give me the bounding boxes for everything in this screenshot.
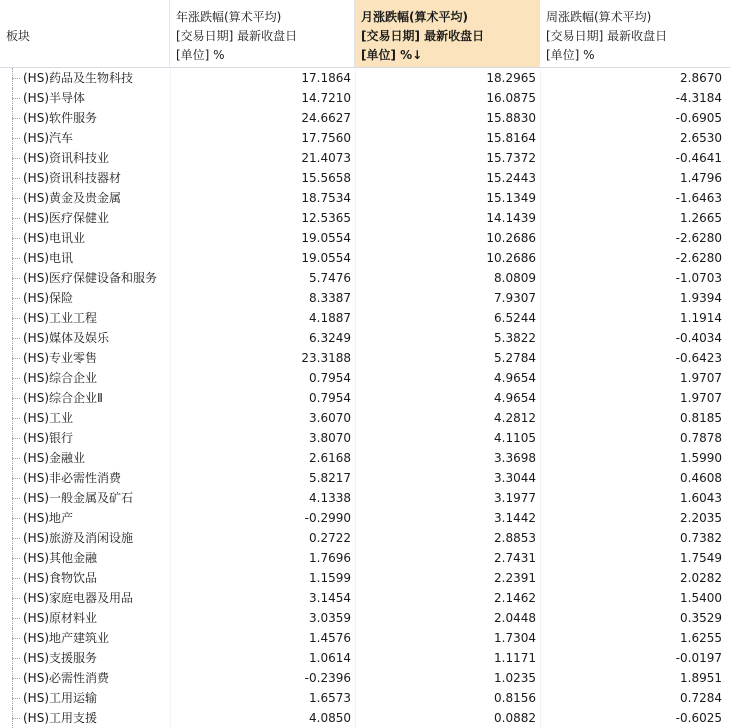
year-change-cell: 0.2722 xyxy=(309,531,351,545)
tree-branch-icon xyxy=(12,158,20,159)
column-header-sector[interactable] xyxy=(0,0,170,67)
column-header-month-unit-text: [单位] % xyxy=(361,48,413,62)
week-change-cell: 2.6530 xyxy=(680,131,722,145)
month-change-cell: 14.1439 xyxy=(486,211,536,225)
year-change-cell: 6.3249 xyxy=(309,331,351,345)
sector-name: (HS)综合企业Ⅱ xyxy=(23,391,103,405)
table-row[interactable] xyxy=(0,628,730,648)
sector-name: (HS)电讯业 xyxy=(23,231,86,245)
month-change-cell: 15.8830 xyxy=(486,111,536,125)
month-change-cell: 2.0448 xyxy=(494,611,536,625)
sector-cell xyxy=(0,348,170,368)
table-row[interactable] xyxy=(0,268,730,288)
sector-name: (HS)医疗保健业 xyxy=(23,211,110,225)
week-change-cell: -1.0703 xyxy=(675,271,722,285)
tree-branch-icon xyxy=(12,258,20,259)
month-change-cell: 3.3698 xyxy=(494,451,536,465)
month-change-cell: 5.2784 xyxy=(494,351,536,365)
year-change-cell: 1.6573 xyxy=(309,691,351,705)
year-change-cell: 17.1864 xyxy=(301,71,351,85)
month-change-cell: 15.7372 xyxy=(486,151,536,165)
column-header-month-title: 月涨跌幅(算术平均) xyxy=(361,10,468,24)
table-row[interactable] xyxy=(0,228,730,248)
week-change-cell: -0.6905 xyxy=(675,111,722,125)
year-change-cell: 1.7696 xyxy=(309,551,351,565)
year-change-cell: 3.6070 xyxy=(309,411,351,425)
sector-name: (HS)电讯 xyxy=(23,251,74,265)
year-change-cell: 3.0359 xyxy=(309,611,351,625)
sector-cell xyxy=(0,248,170,268)
month-change-cell: 0.8156 xyxy=(494,691,536,705)
tree-branch-icon xyxy=(12,118,20,119)
table-row[interactable] xyxy=(0,128,730,148)
tree-branch-icon xyxy=(12,338,20,339)
sector-cell xyxy=(0,608,170,628)
month-change-cell: 2.2391 xyxy=(494,571,536,585)
column-header-month-date: [交易日期] 最新收盘日 xyxy=(361,29,485,43)
table-row[interactable] xyxy=(0,568,730,588)
month-change-cell: 7.9307 xyxy=(494,291,536,305)
tree-branch-icon xyxy=(12,618,20,619)
sector-cell xyxy=(0,648,170,668)
month-change-cell: 1.7304 xyxy=(494,631,536,645)
month-change-cell: 2.8853 xyxy=(494,531,536,545)
sector-cell xyxy=(0,528,170,548)
sector-cell xyxy=(0,448,170,468)
column-header-year-title: 年涨跌幅(算术平均) xyxy=(176,10,282,24)
table-row[interactable] xyxy=(0,508,730,528)
table-row[interactable] xyxy=(0,288,730,308)
table-row[interactable] xyxy=(0,588,730,608)
week-change-cell: 1.2665 xyxy=(680,211,722,225)
year-change-cell: 1.1599 xyxy=(309,571,351,585)
tree-branch-icon xyxy=(12,298,20,299)
tree-branch-icon xyxy=(12,538,20,539)
week-change-cell: 0.7284 xyxy=(680,691,722,705)
year-change-cell: 19.0554 xyxy=(301,251,351,265)
year-change-cell: 3.8070 xyxy=(309,431,351,445)
year-change-cell: -0.2990 xyxy=(304,511,351,525)
sector-cell xyxy=(0,88,170,108)
sector-name: (HS)旅游及消闲设施 xyxy=(23,531,134,545)
month-change-cell: 1.0235 xyxy=(494,671,536,685)
sector-cell xyxy=(0,588,170,608)
week-change-cell: 2.0282 xyxy=(680,571,722,585)
table-row[interactable] xyxy=(0,408,730,428)
month-change-cell: 2.7431 xyxy=(494,551,536,565)
week-change-cell: 1.9394 xyxy=(680,291,722,305)
tree-branch-icon xyxy=(12,278,20,279)
sector-name: (HS)必需性消费 xyxy=(23,671,110,685)
week-change-cell: 0.4608 xyxy=(680,471,722,485)
week-change-cell: -0.6025 xyxy=(675,711,722,725)
table-row[interactable] xyxy=(0,88,730,108)
month-change-cell: 4.9654 xyxy=(494,391,536,405)
year-change-cell: 5.8217 xyxy=(309,471,351,485)
week-change-cell: -1.6463 xyxy=(675,191,722,205)
table-row[interactable] xyxy=(0,448,730,468)
table-row[interactable] xyxy=(0,708,730,728)
sector-cell xyxy=(0,68,170,88)
year-change-cell: 24.6627 xyxy=(301,111,351,125)
sector-name: (HS)资讯科技器材 xyxy=(23,171,122,185)
sector-cell xyxy=(0,628,170,648)
sector-name: (HS)非必需性消费 xyxy=(23,471,122,485)
table-row[interactable] xyxy=(0,188,730,208)
sector-name: (HS)其他金融 xyxy=(23,551,98,565)
column-header-year-change[interactable] xyxy=(170,0,355,67)
month-change-cell: 10.2686 xyxy=(486,231,536,245)
tree-branch-icon xyxy=(12,558,20,559)
tree-branch-icon xyxy=(12,98,20,99)
week-change-cell: -0.6423 xyxy=(675,351,722,365)
week-change-cell: 1.1914 xyxy=(680,311,722,325)
year-change-cell: 14.7210 xyxy=(301,91,351,105)
sector-cell xyxy=(0,508,170,528)
year-change-cell: 21.4073 xyxy=(301,151,351,165)
table-row[interactable] xyxy=(0,68,730,88)
sector-cell xyxy=(0,668,170,688)
sector-name: (HS)工用运输 xyxy=(23,691,98,705)
week-change-cell: 1.8951 xyxy=(680,671,722,685)
week-change-cell: -4.3184 xyxy=(675,91,722,105)
tree-branch-icon xyxy=(12,318,20,319)
sector-cell xyxy=(0,228,170,248)
table-row[interactable] xyxy=(0,108,730,128)
tree-branch-icon xyxy=(12,478,20,479)
year-change-cell: 23.3188 xyxy=(301,351,351,365)
sector-name: (HS)工用支援 xyxy=(23,711,98,725)
sector-cell xyxy=(0,568,170,588)
month-change-cell: 6.5244 xyxy=(494,311,536,325)
year-change-cell: 12.5365 xyxy=(301,211,351,225)
tree-branch-icon xyxy=(12,178,20,179)
sector-name: (HS)金融业 xyxy=(23,451,86,465)
week-change-cell: -2.6280 xyxy=(675,251,722,265)
week-change-cell: 2.2035 xyxy=(680,511,722,525)
month-change-cell: 4.9654 xyxy=(494,371,536,385)
year-change-cell: 1.0614 xyxy=(309,651,351,665)
sector-name: (HS)黄金及贵金属 xyxy=(23,191,122,205)
month-change-cell: 5.3822 xyxy=(494,331,536,345)
week-change-cell: 1.5990 xyxy=(680,451,722,465)
sector-cell xyxy=(0,208,170,228)
tree-branch-icon xyxy=(12,518,20,519)
sector-name: (HS)保险 xyxy=(23,291,74,305)
column-header-year-unit: [单位] % xyxy=(176,48,225,62)
tree-branch-icon xyxy=(12,698,20,699)
month-change-cell: 3.1442 xyxy=(494,511,536,525)
sector-name: (HS)资讯科技业 xyxy=(23,151,110,165)
tree-branch-icon xyxy=(12,718,20,719)
table-row[interactable] xyxy=(0,168,730,188)
sector-cell xyxy=(0,268,170,288)
tree-branch-icon xyxy=(12,218,20,219)
sector-cell xyxy=(0,288,170,308)
year-change-cell: 3.1454 xyxy=(309,591,351,605)
month-change-cell: 18.2965 xyxy=(486,71,536,85)
week-change-cell: 0.7382 xyxy=(680,531,722,545)
week-change-cell: 0.7878 xyxy=(680,431,722,445)
grid-header xyxy=(0,0,730,68)
sector-name: (HS)工业工程 xyxy=(23,311,98,325)
year-change-cell: 17.7560 xyxy=(301,131,351,145)
sector-name: (HS)原材料业 xyxy=(23,611,98,625)
tree-branch-icon xyxy=(12,398,20,399)
tree-branch-icon xyxy=(12,138,20,139)
sector-cell xyxy=(0,128,170,148)
tree-branch-icon xyxy=(12,678,20,679)
year-change-cell: 15.5658 xyxy=(301,171,351,185)
week-change-cell: 1.6043 xyxy=(680,491,722,505)
month-change-cell: 4.2812 xyxy=(494,411,536,425)
year-change-cell: 2.6168 xyxy=(309,451,351,465)
month-change-cell: 10.2686 xyxy=(486,251,536,265)
sector-name: (HS)医疗保健设备和服务 xyxy=(23,271,158,285)
column-header-week-title: 周涨跌幅(算术平均) xyxy=(546,10,652,24)
tree-branch-icon xyxy=(12,658,20,659)
week-change-cell: 2.8670 xyxy=(680,71,722,85)
table-row[interactable] xyxy=(0,368,730,388)
sector-name: (HS)汽车 xyxy=(23,131,74,145)
year-change-cell: 4.1887 xyxy=(309,311,351,325)
tree-branch-icon xyxy=(12,198,20,199)
tree-branch-icon xyxy=(12,378,20,379)
tree-branch-icon xyxy=(12,578,20,579)
column-header-month-change[interactable] xyxy=(355,0,540,67)
sector-cell xyxy=(0,468,170,488)
sector-name: (HS)专业零售 xyxy=(23,351,98,365)
table-row[interactable] xyxy=(0,348,730,368)
table-row[interactable] xyxy=(0,668,730,688)
year-change-cell: 4.1338 xyxy=(309,491,351,505)
year-change-cell: 8.3387 xyxy=(309,291,351,305)
tree-branch-icon xyxy=(12,438,20,439)
sector-cell xyxy=(0,148,170,168)
week-change-cell: 1.9707 xyxy=(680,371,722,385)
tree-branch-icon xyxy=(12,458,20,459)
table-row[interactable] xyxy=(0,428,730,448)
tree-branch-icon xyxy=(12,78,20,79)
sort-descending-icon: ↓ xyxy=(412,48,423,62)
table-row[interactable] xyxy=(0,688,730,708)
week-change-cell: -0.4034 xyxy=(675,331,722,345)
tree-branch-icon xyxy=(12,638,20,639)
sector-cell xyxy=(0,488,170,508)
year-change-cell: 0.7954 xyxy=(309,391,351,405)
table-row[interactable] xyxy=(0,148,730,168)
week-change-cell: -0.4641 xyxy=(675,151,722,165)
year-change-cell: 1.4576 xyxy=(309,631,351,645)
table-row[interactable] xyxy=(0,308,730,328)
column-header-week-date: [交易日期] 最新收盘日 xyxy=(546,29,668,43)
week-change-cell: 0.8185 xyxy=(680,411,722,425)
year-change-cell: 5.7476 xyxy=(309,271,351,285)
table-row[interactable] xyxy=(0,388,730,408)
month-change-cell: 15.2443 xyxy=(486,171,536,185)
week-change-cell: 0.3529 xyxy=(680,611,722,625)
grid-body xyxy=(0,68,730,728)
week-change-cell: 1.5400 xyxy=(680,591,722,605)
sector-name: (HS)媒体及娱乐 xyxy=(23,331,110,345)
table-row[interactable] xyxy=(0,328,730,348)
sector-name: (HS)软件服务 xyxy=(23,111,98,125)
table-row[interactable] xyxy=(0,548,730,568)
sector-cell xyxy=(0,308,170,328)
month-change-cell: 3.1977 xyxy=(494,491,536,505)
month-change-cell: 3.3044 xyxy=(494,471,536,485)
table-row[interactable] xyxy=(0,608,730,628)
sector-name: (HS)药品及生物科技 xyxy=(23,71,134,85)
month-change-cell: 16.0875 xyxy=(486,91,536,105)
sector-name: (HS)银行 xyxy=(23,431,74,445)
year-change-cell: -0.2396 xyxy=(304,671,351,685)
sector-cell xyxy=(0,188,170,208)
sector-cell xyxy=(0,688,170,708)
table-row[interactable] xyxy=(0,208,730,228)
week-change-cell: -0.0197 xyxy=(675,651,722,665)
column-header-week-unit: [单位] % xyxy=(546,48,595,62)
sector-cell xyxy=(0,428,170,448)
sector-cell xyxy=(0,708,170,728)
month-change-cell: 15.8164 xyxy=(486,131,536,145)
month-change-cell: 4.1105 xyxy=(494,431,536,445)
table-row[interactable] xyxy=(0,488,730,508)
sector-name: (HS)支援服务 xyxy=(23,651,98,665)
table-row[interactable] xyxy=(0,468,730,488)
month-change-cell: 15.1349 xyxy=(486,191,536,205)
month-change-cell: 2.1462 xyxy=(494,591,536,605)
year-change-cell: 19.0554 xyxy=(301,231,351,245)
week-change-cell: -2.6280 xyxy=(675,231,722,245)
sector-cell xyxy=(0,368,170,388)
week-change-cell: 1.9707 xyxy=(680,391,722,405)
tree-branch-icon xyxy=(12,498,20,499)
month-change-cell: 0.0882 xyxy=(494,711,536,725)
sector-name: (HS)食物饮品 xyxy=(23,571,98,585)
sector-name: (HS)半导体 xyxy=(23,91,86,105)
week-change-cell: 1.7549 xyxy=(680,551,722,565)
table-row[interactable] xyxy=(0,248,730,268)
sector-cell xyxy=(0,328,170,348)
sector-cell xyxy=(0,168,170,188)
sector-name: (HS)综合企业 xyxy=(23,371,98,385)
tree-branch-icon xyxy=(12,418,20,419)
column-header-sector-label: 板块 xyxy=(6,29,31,43)
sector-cell xyxy=(0,388,170,408)
sector-name: (HS)工业 xyxy=(23,411,74,425)
sector-name: (HS)一般金属及矿石 xyxy=(23,491,134,505)
year-change-cell: 18.7534 xyxy=(301,191,351,205)
table-row[interactable] xyxy=(0,528,730,548)
tree-branch-icon xyxy=(12,238,20,239)
year-change-cell: 0.7954 xyxy=(309,371,351,385)
sector-cell xyxy=(0,108,170,128)
sector-name: (HS)家庭电器及用品 xyxy=(23,591,134,605)
month-change-cell: 8.0809 xyxy=(494,271,536,285)
sector-cell xyxy=(0,408,170,428)
column-header-month-unit xyxy=(361,46,422,63)
sector-name: (HS)地产 xyxy=(23,511,74,525)
sector-cell xyxy=(0,548,170,568)
month-change-cell: 1.1171 xyxy=(494,651,536,665)
column-header-week-change[interactable] xyxy=(540,0,730,67)
sector-name: (HS)地产建筑业 xyxy=(23,631,110,645)
year-change-cell: 4.0850 xyxy=(309,711,351,725)
table-row[interactable] xyxy=(0,648,730,668)
week-change-cell: 1.6255 xyxy=(680,631,722,645)
column-header-year-date: [交易日期] 最新收盘日 xyxy=(176,29,298,43)
tree-branch-icon xyxy=(12,598,20,599)
tree-branch-icon xyxy=(12,358,20,359)
week-change-cell: 1.4796 xyxy=(680,171,722,185)
